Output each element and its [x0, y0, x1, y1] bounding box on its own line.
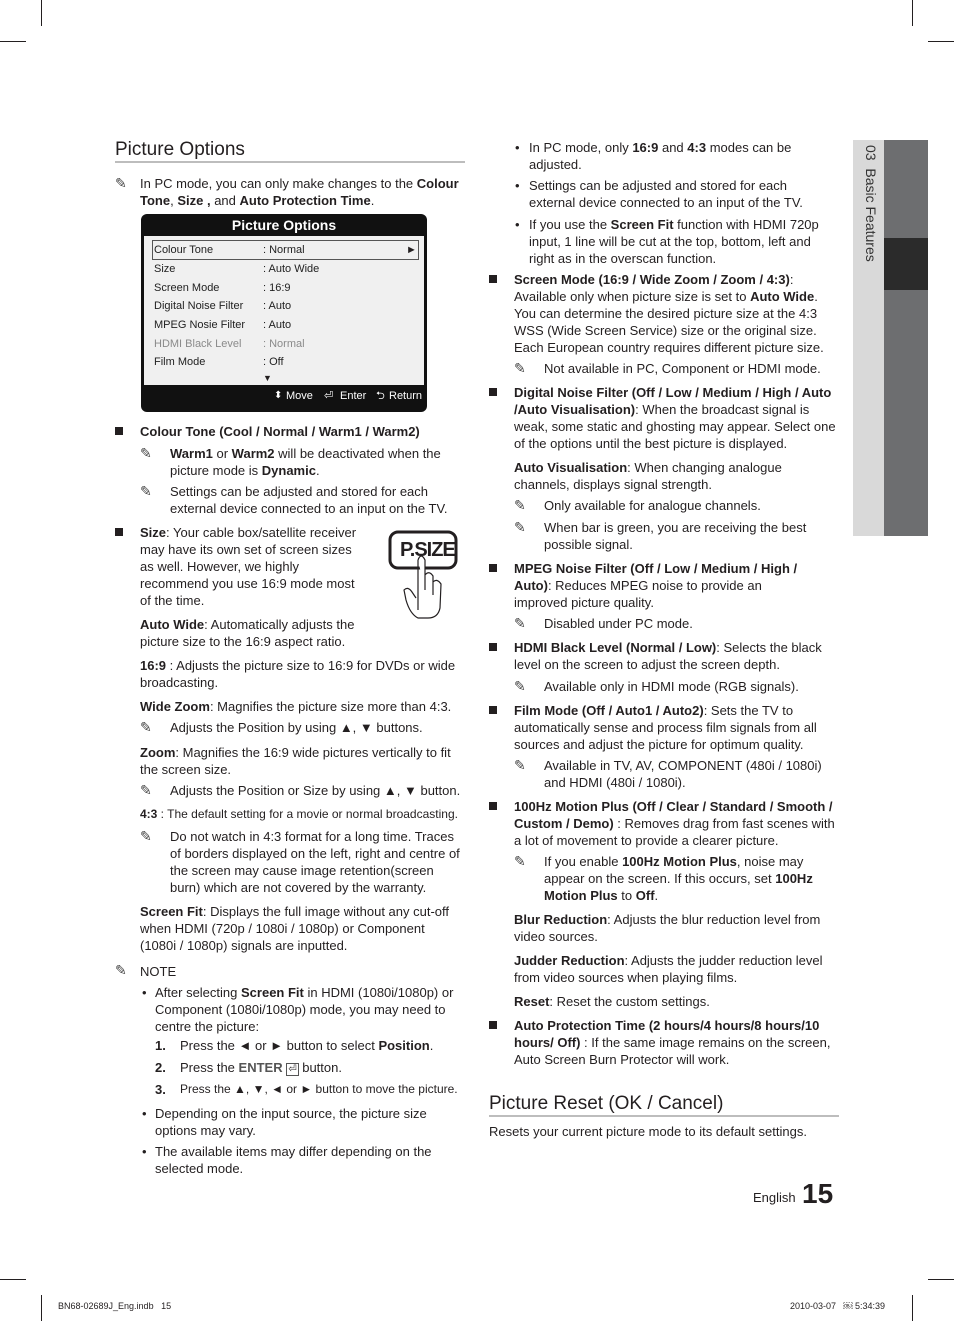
- note-icon: ✎: [140, 445, 152, 461]
- osd-return-label: Return: [389, 390, 423, 402]
- bullet-square: [489, 706, 497, 714]
- enter-icon: ⏎: [324, 390, 334, 402]
- note-icon: ✎: [140, 719, 152, 735]
- bullet-square: [489, 564, 497, 572]
- note-icon: ✎: [514, 678, 526, 694]
- side-tab-text: Basic Features: [863, 168, 879, 262]
- bullet-text: In PC mode, only 16:9 and 4:3 modes can be adjusted.: [529, 140, 792, 172]
- note-text: Adjusts the Position or Size by using ▲, ▼ button.: [170, 783, 461, 798]
- note-icon: ✎: [115, 962, 127, 978]
- osd-row-value: : 16:9: [263, 282, 291, 294]
- note-icon: ✎: [140, 782, 152, 798]
- auto-vis-text: Auto Visualisation: When changing analogue channels, displays signal strength.: [514, 460, 782, 492]
- note-text: If you enable 100Hz Motion Plus, noise may appear on the screen. If this occurs, set 100Hz Motion Plus to Off.: [544, 854, 813, 903]
- chevron-down-icon: ▼: [263, 373, 272, 383]
- osd-title: Picture Options: [231, 217, 337, 233]
- note-text: Do not watch in 4:3 format for a long time. Traces of borders displayed on the left, right and centre of the screen may cause image retention(screen burn) which are not covered by the warranty.: [170, 829, 460, 895]
- section-title: Picture Options: [115, 139, 245, 160]
- note-text: Disabled under PC mode.: [544, 616, 693, 631]
- bullet-square: [489, 388, 497, 396]
- crop-mark: [0, 1279, 26, 1280]
- note-bullet: The available items may differ depending on the selected mode.: [155, 1144, 432, 1176]
- crop-mark: [41, 0, 42, 26]
- bullet-text: Settings can be adjusted and stored for each external device connected to an input of the TV.: [529, 178, 803, 210]
- bullet-dot: •: [515, 178, 520, 193]
- step-number: 1.: [155, 1038, 166, 1053]
- crop-mark: [928, 41, 954, 42]
- bullet-dot: •: [142, 985, 147, 1000]
- step-text: Press the ENTER ⏎ button.: [180, 1060, 342, 1075]
- bullet-dot: •: [142, 1106, 147, 1121]
- auto-wide-text: Auto Wide: Automatically adjusts the picture size to the 16:9 aspect ratio.: [140, 617, 355, 649]
- screen-mode-text: Screen Mode (16:9 / Wide Zoom / Zoom / 4:3): Available only when picture size is set to Auto Wide. You can determine the desired picture size at the 4:3 WSS (Wide Screen Service) size or the original size. Each European country requires different picture size.: [514, 272, 824, 355]
- bullet-square: [489, 802, 497, 810]
- osd-row-value: : Auto: [263, 300, 292, 312]
- side-tab-label: [858, 145, 882, 295]
- colour-tone-heading: Colour Tone (Cool / Normal / Warm1 / Warm2): [140, 424, 420, 439]
- bullet-square: [489, 275, 497, 283]
- film-mode-text: Film Mode (Off / Auto1 / Auto2): Sets the TV to automatically sense and process film signals from all sources and adjust the picture for optimum quality.: [514, 703, 817, 752]
- note-text: When bar is green, you are receiving the best possible signal.: [544, 520, 807, 552]
- judder-text: Judder Reduction: Adjusts the judder reduction level from video sources when playing films.: [514, 953, 823, 985]
- 100hz-text: 100Hz Motion Plus (Off / Clear / Standard / Smooth / Custom / Demo) : Removes drag from fast scenes with a lot of movement to provide a clearer picture.: [514, 799, 835, 848]
- osd-body: [144, 236, 424, 385]
- osd-row-label[interactable]: MPEG Nosie Filter: [154, 319, 246, 331]
- step-text: Press the ◄ or ► button to select Position.: [180, 1038, 434, 1053]
- section-title: Picture Reset (OK / Cancel): [489, 1093, 724, 1114]
- note-bullet: Depending on the input source, the picture size options may vary.: [155, 1106, 427, 1138]
- osd-row-value: : Off: [263, 356, 284, 368]
- hdmi-text: HDMI Black Level (Normal / Low): Selects the black level on the screen to adjust the screen depth.: [514, 640, 822, 672]
- arrow-right-icon: ►: [406, 244, 417, 256]
- note-text: Available only in HDMI mode (RGB signals).: [544, 679, 799, 694]
- step-number: 3.: [155, 1082, 166, 1097]
- osd-row-label[interactable]: Size: [154, 263, 176, 275]
- dnf-text: Digital Noise Filter (Off / Low / Medium / High / Auto /Auto Visualisation): When the broadcast signal is weak, some static and ghosting may appear. Select one of the options until the best picture is displayed.: [514, 385, 836, 451]
- blur-text: Blur Reduction: Adjusts the blur reduction level from video sources.: [514, 912, 821, 944]
- osd-row-value: : Normal: [263, 338, 305, 350]
- osd-menu: [141, 214, 427, 412]
- note-icon: ✎: [140, 828, 152, 844]
- note-text: Settings can be adjusted and stored for each external device connected to an input on the TV.: [170, 484, 448, 516]
- footer-language: English: [753, 1190, 796, 1205]
- section-rule: [489, 1115, 839, 1117]
- crop-mark: [928, 1279, 954, 1280]
- zoom-text: Zoom: Magnifies the 16:9 wide pictures vertically to fit the screen size.: [140, 745, 451, 777]
- crop-mark: [0, 41, 26, 42]
- size-text: Size: Your cable box/satellite receiver may have its own set of screen sizes as well. However, we highly recommend you use 16:9 mode most of the time.: [140, 525, 357, 608]
- step-text: Press the ▲, ▼, ◄ or ► button to move the picture.: [180, 1082, 458, 1096]
- bullet-dot: •: [515, 217, 520, 232]
- 169-text: 16:9 : Adjusts the picture size to 16:9 for DVDs or wide broadcasting.: [140, 658, 456, 690]
- bullet-square: [115, 427, 123, 435]
- side-tab-number: 03: [863, 145, 879, 161]
- 43-text: 4:3 : The default setting for a movie or normal broadcasting.: [140, 807, 458, 821]
- note-heading: NOTE: [140, 964, 177, 979]
- mpeg-text: MPEG Noise Filter (Off / Low / Medium / High / Auto): Reduces MPEG noise to provide an improved picture quality.: [514, 561, 798, 610]
- note-icon: ✎: [115, 175, 127, 191]
- note-icon: ✎: [514, 615, 526, 631]
- bullet-square: [115, 528, 123, 536]
- osd-row-value: : Auto Wide: [263, 263, 320, 275]
- side-tab-active: [884, 238, 928, 290]
- print-file: BN68-02689J_Eng.indb 15: [58, 1301, 172, 1311]
- print-date: 2010-03-07 ￼ 5:34:39: [790, 1301, 886, 1311]
- osd-row-value: : Auto: [263, 319, 292, 331]
- osd-row-label[interactable]: Colour Tone: [154, 244, 214, 256]
- wide-zoom-text: Wide Zoom: Magnifies the picture size more than 4:3.: [140, 699, 452, 714]
- bullet-dot: •: [515, 140, 520, 155]
- screen-fit-text: Screen Fit: Displays the full image without any cut-off when HDMI (720p / 1080i / 1080p) or Component (1080i / 1080p) signals are inputted.: [140, 904, 450, 953]
- reset-text: Reset: Reset the custom settings.: [514, 994, 710, 1009]
- move-icon: ⬍: [274, 390, 283, 401]
- note-icon: ✎: [514, 853, 526, 869]
- osd-row-label[interactable]: Film Mode: [154, 356, 206, 368]
- osd-row-value: : Normal: [263, 244, 305, 256]
- note-icon: ✎: [514, 497, 526, 513]
- psize-button-illustration: [388, 530, 458, 620]
- note-text: Only available for analogue channels.: [544, 498, 761, 513]
- psize-label: P.SIZE: [400, 539, 455, 561]
- note-text: Available in TV, AV, COMPONENT (480i / 1080i) and HDMI (480i / 1080i).: [544, 758, 822, 790]
- side-tab-dark: [884, 140, 928, 536]
- return-icon: ⮌: [376, 390, 385, 402]
- note-text: Adjusts the Position by using ▲, ▼ buttons.: [170, 720, 423, 735]
- bullet-square: [489, 1021, 497, 1029]
- intro-note: In PC mode, you can only make changes to the Colour Tone, Size , and Auto Protection Time.: [140, 176, 459, 208]
- bullet-square: [489, 643, 497, 651]
- note-bullet: After selecting Screen Fit in HDMI (1080i/1080p) or Component (1080i/1080p) mode, you may need to centre the picture:: [155, 985, 454, 1034]
- osd-row-label[interactable]: Screen Mode: [154, 282, 220, 294]
- note-text: Not available in PC, Component or HDMI mode.: [544, 361, 821, 376]
- section-text: Resets your current picture mode to its default settings.: [489, 1124, 807, 1139]
- auto-protection-text: Auto Protection Time (2 hours/4 hours/8 hours/10 hours/ Off) : If the same image remains on the screen, Auto Screen Burn Protector will work.: [514, 1018, 831, 1067]
- note-icon: ✎: [514, 757, 526, 773]
- enter-icon: ⏎: [288, 1064, 297, 1075]
- section-rule: [115, 161, 465, 163]
- osd-enter-label: Enter: [340, 390, 367, 402]
- osd-row-label[interactable]: Digital Noise Filter: [154, 300, 244, 312]
- osd-row-label: HDMI Black Level: [154, 338, 242, 350]
- note-icon: ✎: [140, 483, 152, 499]
- crop-mark: [912, 0, 913, 26]
- note-icon: ✎: [514, 360, 526, 376]
- note-icon: ✎: [514, 519, 526, 535]
- note-text: Warm1 or Warm2 will be deactivated when the picture mode is Dynamic.: [170, 446, 441, 478]
- crop-mark: [912, 1295, 913, 1321]
- bullet-dot: •: [142, 1144, 147, 1159]
- step-number: 2.: [155, 1060, 166, 1075]
- crop-mark: [41, 1295, 42, 1321]
- bullet-text: If you use the Screen Fit function with HDMI 720p input, 1 line will be cut at the top, bottom, left and right as in the overscan function.: [529, 217, 819, 266]
- page-number: 15: [802, 1178, 834, 1209]
- osd-move-label: Move: [286, 390, 313, 402]
